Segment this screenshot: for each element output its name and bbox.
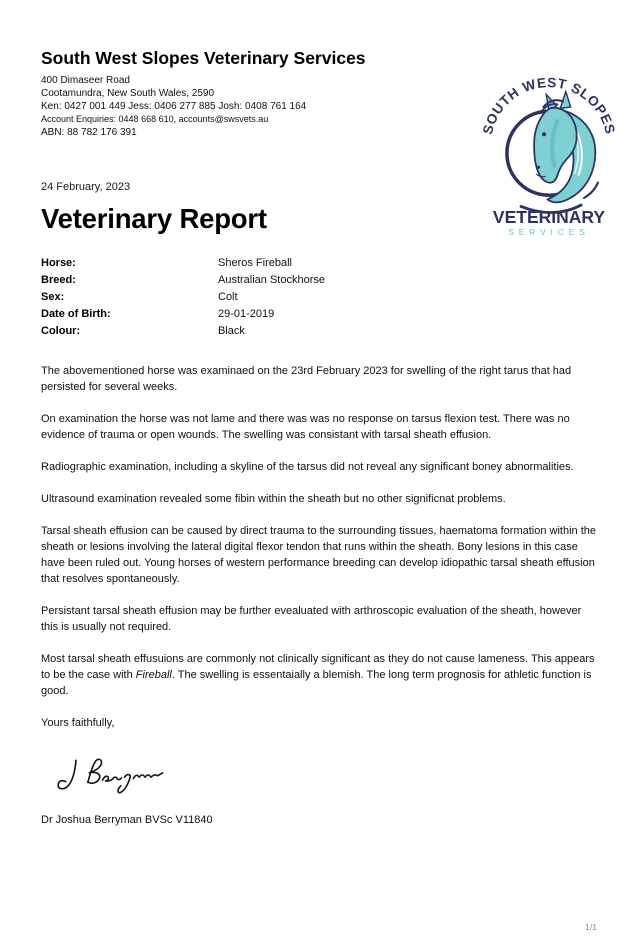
signature-stroke: [88, 759, 102, 783]
phones-line: Ken: 0427 001 449 Jess: 0406 277 885 Josh: 0408 761 164: [41, 101, 307, 112]
detail-value: 29-01-2019: [218, 308, 275, 320]
detail-label: Breed:: [41, 274, 76, 286]
horse-nostril: [537, 166, 540, 169]
horse-logo-graphic: [479, 60, 619, 238]
horse-head: [534, 108, 577, 183]
detail-label: Colour:: [41, 325, 81, 337]
address-line: 400 Dimaseer Road: [41, 75, 130, 86]
report-page: [0, 48, 637, 949]
detail-label: Date of Birth:: [41, 308, 111, 320]
paragraph: [41, 651, 596, 699]
report-date: 24 February, 2023: [41, 181, 131, 193]
signature-image: [51, 749, 176, 801]
signature-stroke: [118, 775, 130, 793]
logo-secondary-word: SERVICES: [508, 227, 590, 238]
paragraph-text: Most tarsal sheath effusuions are commonly not clinically significant as they do not cause lameness. This appears to be the case with: [41, 653, 595, 681]
horse-details: [41, 255, 596, 340]
paragraph: Radiographic examination, including a skyline of the tarsus did not reveal any significant boney abnormalities.: [41, 461, 574, 473]
accounts-line: Account Enquiries: 0448 668 610, accounts@swsvets.au: [41, 114, 269, 124]
horse-name-italic: Fireball: [135, 669, 172, 681]
detail-row-horse: [41, 255, 596, 272]
detail-row-dob: [41, 306, 596, 323]
detail-value: Colt: [218, 291, 238, 303]
detail-row-sex: [41, 289, 596, 306]
detail-label: Horse:: [41, 257, 76, 269]
detail-value: Sheros Fireball: [218, 257, 292, 269]
logo-primary-word: VETERINARY: [492, 207, 606, 228]
signer-name: Dr Joshua Berryman BVSc V11840: [41, 814, 213, 826]
signature-stroke: [102, 776, 121, 781]
abn-line: ABN: 88 782 176 391: [41, 127, 137, 138]
detail-row-colour: [41, 323, 596, 340]
report-text: [41, 363, 596, 731]
signature-stroke: [133, 773, 162, 779]
paragraph: The abovementioned horse was examinaed on the 23rd February 2023 for swelling of the right tarus that had persisted for several weeks.: [41, 365, 572, 393]
logo-arc-text: SOUTH WEST SLOPES: [479, 74, 619, 136]
report-title: Veterinary Report: [41, 203, 267, 234]
paragraph-text: . The swelling is essentaially a blemish. The long term prognosis for athletic function is good.: [41, 669, 592, 697]
paragraph: Ultrasound examination revealed some fibin within the sheath but no other significnat problems.: [41, 493, 506, 505]
report-body: [0, 181, 637, 826]
signature-stroke: [58, 760, 76, 788]
page-indicator: 1/1: [585, 922, 597, 932]
detail-value: Black: [218, 325, 245, 337]
closing-line: Yours faithfully,: [41, 717, 115, 729]
paragraph: Tarsal sheath effusion can be caused by direct trauma to the surrounding tissues, haematoma formation within the sheath or lesions involving the lateral digital flexor tendon that runs within the sheath. Bony lesions in this case have been ruled out. Young horses of western performance breeding can develop idiopathic tarsal sheath effusion that resolves spontaneously.: [41, 525, 596, 585]
paragraph: On examination the horse was not lame and there was was no response on tarsus flexion test. There was no evidence of trauma or open wounds. The swelling was consistant with tarsal sheath effusion.: [41, 413, 570, 441]
detail-row-breed: [41, 272, 596, 289]
company-logo: [479, 60, 619, 238]
detail-value: Australian Stockhorse: [218, 274, 325, 286]
paragraph: Persistant tarsal sheath effusion may be further evealuated with arthroscopic evaluation of the sheath, however this is usually not required.: [41, 605, 582, 633]
horse-eye: [542, 132, 546, 136]
detail-label: Sex:: [41, 291, 65, 303]
company-name: South West Slopes Veterinary Services: [41, 48, 366, 68]
address-line: Cootamundra, New South Wales, 2590: [41, 88, 215, 99]
